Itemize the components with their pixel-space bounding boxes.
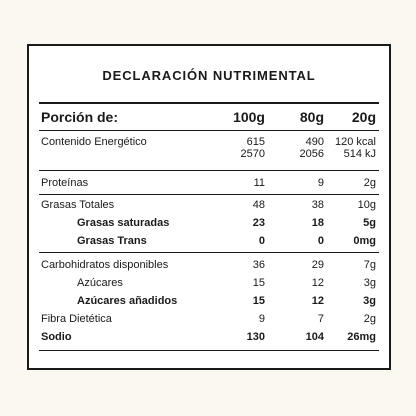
fat-row-trans (39, 234, 379, 250)
proteins-col-3: 2g (363, 177, 376, 189)
serving-col-3: 20g (351, 109, 376, 125)
carbs-col-1: 36 (252, 259, 265, 271)
fiber-row (39, 312, 379, 328)
fat-saturated-label: Grasas saturadas (77, 217, 170, 229)
divider-proteins (39, 194, 379, 195)
energy-row (39, 136, 379, 162)
proteins-row (39, 176, 379, 192)
fiber-label: Fibra Dietética (41, 313, 112, 325)
divider-header (39, 130, 379, 131)
serving-col-2: 80g (299, 109, 324, 125)
added-sugars-label: Azúcares añadidos (77, 295, 178, 307)
carbs-col-3: 7g (363, 259, 376, 271)
sodium-col-1: 130 (246, 331, 265, 343)
serving-header-row (39, 108, 379, 128)
fat-trans-col-3: 0mg (353, 235, 376, 247)
divider-fats (39, 252, 379, 253)
proteins-label: Proteínas (41, 177, 89, 189)
fiber-col-2: 7 (317, 313, 324, 325)
added-sugars-col-3: 3g (363, 295, 376, 307)
nutrition-panel (27, 44, 391, 370)
energy-label: Contenido Energético (41, 136, 147, 148)
proteins-col-2: 9 (317, 177, 324, 189)
carbs-col-2: 29 (311, 259, 324, 271)
energy-col-2-b: 2056 (299, 148, 324, 160)
energy-col-1-a: 615 (246, 136, 265, 148)
added-sugars-col-2: 12 (311, 295, 324, 307)
fat-total-col-2: 38 (311, 199, 324, 211)
fat-trans-label: Grasas Trans (77, 235, 147, 247)
fat-total-col-3: 10g (357, 199, 376, 211)
serving-label: Porción de: (41, 109, 119, 125)
fat-row-saturated (39, 216, 379, 232)
sugars-col-2: 12 (311, 277, 324, 289)
energy-col-3-a: 120 kcal (335, 136, 376, 148)
serving-col-1: 100g (233, 109, 265, 125)
fat-total-label: Grasas Totales (41, 199, 115, 211)
fat-row-total (39, 198, 379, 214)
sugars-row (39, 276, 379, 292)
divider-energy (39, 170, 379, 171)
fat-trans-col-1: 0 (258, 235, 265, 247)
divider-bottom (39, 350, 379, 351)
fiber-col-1: 9 (258, 313, 265, 325)
sugars-label: Azúcares (77, 277, 123, 289)
sugars-col-1: 15 (252, 277, 265, 289)
added-sugars-row (39, 294, 379, 310)
fat-saturated-col-3: 5g (363, 217, 376, 229)
sodium-row (39, 330, 379, 346)
carbs-row (39, 258, 379, 274)
energy-col-3-b: 514 kJ (343, 148, 376, 160)
divider-top (39, 102, 379, 104)
carbs-label: Carbohidratos disponibles (41, 259, 169, 271)
fat-saturated-col-2: 18 (311, 217, 324, 229)
sugars-col-3: 3g (363, 277, 376, 289)
proteins-col-1: 11 (253, 177, 265, 189)
energy-col-1-b: 2570 (240, 148, 265, 160)
added-sugars-col-1: 15 (252, 295, 265, 307)
energy-col-2-a: 490 (305, 136, 324, 148)
sodium-col-2: 104 (305, 331, 324, 343)
fat-trans-col-2: 0 (317, 235, 324, 247)
fat-saturated-col-1: 23 (252, 217, 265, 229)
sodium-col-3: 26mg (347, 331, 376, 343)
sodium-label: Sodio (41, 331, 72, 343)
fiber-col-3: 2g (363, 313, 376, 325)
panel-title: DECLARACIÓN NUTRIMENTAL (102, 68, 316, 83)
fat-total-col-1: 48 (252, 199, 265, 211)
